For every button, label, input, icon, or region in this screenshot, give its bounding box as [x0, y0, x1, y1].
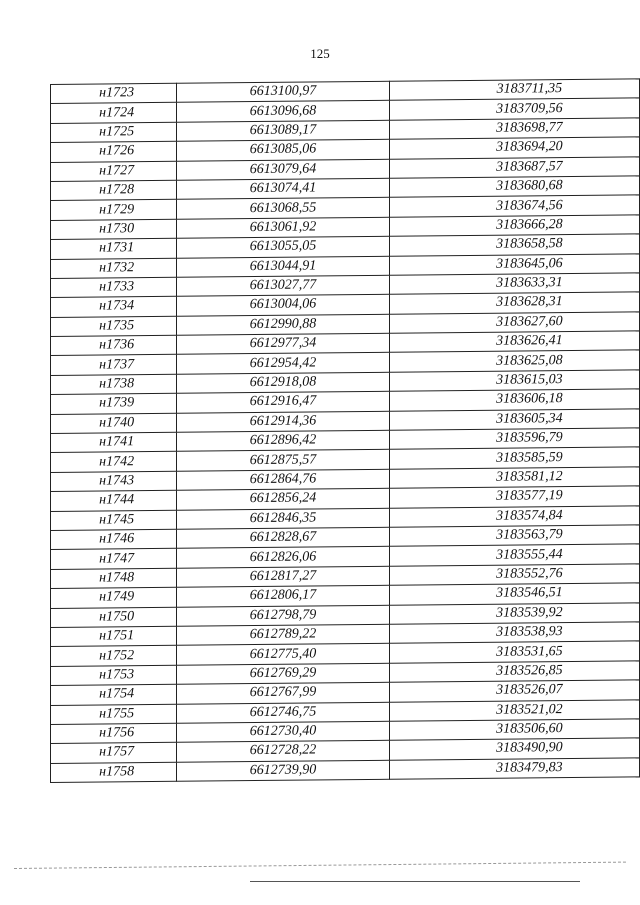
y-coordinate-cell: 3183555,44: [389, 544, 639, 566]
y-coordinate-cell: 3183479,83: [389, 758, 639, 780]
point-id-cell: н1751: [51, 626, 177, 647]
point-id-cell: н1727: [51, 161, 177, 182]
y-coordinate-cell: 3183615,03: [389, 370, 639, 392]
point-id-cell: н1725: [51, 122, 177, 143]
y-coordinate-cell: 3183574,84: [389, 505, 639, 527]
point-id-cell: н1757: [51, 743, 177, 764]
y-coordinate-cell: 3183538,93: [389, 622, 639, 644]
point-id-cell: н1723: [51, 83, 177, 104]
y-coordinate-cell: 3183585,59: [389, 447, 639, 469]
y-coordinate-cell: 3183694,20: [389, 137, 639, 159]
x-coordinate-cell: 6612739,90: [177, 760, 390, 781]
y-coordinate-cell: 3183606,18: [389, 389, 639, 411]
y-coordinate-cell: 3183633,31: [389, 273, 639, 295]
y-coordinate-cell: 3183563,79: [389, 525, 639, 547]
y-coordinate-cell: 3183698,77: [389, 118, 639, 140]
point-id-cell: н1740: [51, 413, 177, 434]
y-coordinate-cell: 3183552,76: [389, 564, 639, 586]
y-coordinate-cell: 3183711,35: [389, 79, 639, 101]
x-coordinate-cell: 6613068,55: [177, 198, 390, 219]
point-id-cell: н1747: [51, 549, 177, 570]
point-id-cell: н1731: [51, 238, 177, 259]
y-coordinate-cell: 3183581,12: [389, 467, 639, 489]
x-coordinate-cell: 6613061,92: [177, 217, 390, 238]
point-id-cell: н1754: [51, 684, 177, 705]
x-coordinate-cell: 6612916,47: [177, 391, 390, 412]
point-id-cell: н1752: [51, 646, 177, 667]
point-id-cell: н1726: [51, 141, 177, 162]
point-id-cell: н1738: [51, 374, 177, 395]
x-coordinate-cell: 6612746,75: [177, 702, 390, 723]
point-id-cell: н1733: [51, 277, 177, 298]
y-coordinate-cell: 3183605,34: [389, 408, 639, 430]
y-coordinate-cell: 3183658,58: [389, 234, 639, 256]
y-coordinate-cell: 3183526,07: [389, 680, 639, 702]
point-id-cell: н1739: [51, 394, 177, 415]
y-coordinate-cell: 3183626,41: [389, 331, 639, 353]
point-id-cell: н1741: [51, 432, 177, 453]
x-coordinate-cell: 6612918,08: [177, 372, 390, 393]
x-coordinate-cell: 6612817,27: [177, 566, 390, 587]
point-id-cell: н1732: [51, 258, 177, 279]
y-coordinate-cell: 3183625,08: [389, 350, 639, 372]
y-coordinate-cell: 3183531,65: [389, 641, 639, 663]
y-coordinate-cell: 3183506,60: [389, 719, 639, 741]
point-id-cell: н1728: [51, 180, 177, 201]
y-coordinate-cell: 3183687,57: [389, 156, 639, 178]
x-coordinate-cell: 6612875,57: [177, 450, 390, 471]
point-id-cell: н1724: [51, 103, 177, 124]
point-id-cell: н1744: [51, 490, 177, 511]
y-coordinate-cell: 3183596,79: [389, 428, 639, 450]
point-id-cell: н1734: [51, 297, 177, 318]
x-coordinate-cell: 6613085,06: [177, 139, 390, 160]
point-id-cell: н1742: [51, 452, 177, 473]
x-coordinate-cell: 6613079,64: [177, 159, 390, 180]
x-coordinate-cell: 6613100,97: [177, 81, 390, 102]
coordinates-table-body: [51, 79, 640, 783]
y-coordinate-cell: 3183645,06: [389, 253, 639, 275]
x-coordinate-cell: 6612828,67: [177, 527, 390, 548]
coordinates-table: [50, 78, 640, 783]
x-coordinate-cell: 6612856,24: [177, 488, 390, 509]
footer-rule: [250, 881, 580, 882]
point-id-cell: н1730: [51, 219, 177, 240]
point-id-cell: н1749: [51, 587, 177, 608]
point-id-cell: н1737: [51, 355, 177, 376]
y-coordinate-cell: 3183521,02: [389, 699, 639, 721]
x-coordinate-cell: 6612864,76: [177, 469, 390, 490]
x-coordinate-cell: 6613044,91: [177, 256, 390, 277]
y-coordinate-cell: 3183577,19: [389, 486, 639, 508]
coordinates-table-wrapper: [50, 78, 640, 783]
x-coordinate-cell: 6612789,22: [177, 624, 390, 645]
y-coordinate-cell: 3183627,60: [389, 312, 639, 334]
point-id-cell: н1735: [51, 316, 177, 337]
point-id-cell: н1758: [51, 762, 177, 783]
point-id-cell: н1736: [51, 335, 177, 356]
x-coordinate-cell: 6612914,36: [177, 411, 390, 432]
x-coordinate-cell: 6612806,17: [177, 585, 390, 606]
point-id-cell: н1745: [51, 510, 177, 531]
y-coordinate-cell: 3183666,28: [389, 215, 639, 237]
x-coordinate-cell: 6612775,40: [177, 644, 390, 665]
x-coordinate-cell: 6612990,88: [177, 314, 390, 335]
x-coordinate-cell: 6612846,35: [177, 508, 390, 529]
y-coordinate-cell: 3183526,85: [389, 661, 639, 683]
y-coordinate-cell: 3183546,51: [389, 583, 639, 605]
x-coordinate-cell: 6612730,40: [177, 721, 390, 742]
x-coordinate-cell: 6612977,34: [177, 333, 390, 354]
point-id-cell: н1748: [51, 568, 177, 589]
x-coordinate-cell: 6612767,99: [177, 682, 390, 703]
y-coordinate-cell: 3183628,31: [389, 292, 639, 314]
y-coordinate-cell: 3183539,92: [389, 602, 639, 624]
y-coordinate-cell: 3183674,56: [389, 195, 639, 217]
point-id-cell: н1755: [51, 704, 177, 725]
y-coordinate-cell: 3183709,56: [389, 98, 639, 120]
x-coordinate-cell: 6612728,22: [177, 741, 390, 762]
y-coordinate-cell: 3183680,68: [389, 176, 639, 198]
x-coordinate-cell: 6613027,77: [177, 275, 390, 296]
x-coordinate-cell: 6612798,79: [177, 605, 390, 626]
x-coordinate-cell: 6612954,42: [177, 353, 390, 374]
x-coordinate-cell: 6612769,29: [177, 663, 390, 684]
point-id-cell: н1753: [51, 665, 177, 686]
point-id-cell: н1729: [51, 200, 177, 221]
y-coordinate-cell: 3183490,90: [389, 738, 639, 760]
x-coordinate-cell: 6613089,17: [177, 120, 390, 141]
point-id-cell: н1750: [51, 607, 177, 628]
x-coordinate-cell: 6612896,42: [177, 430, 390, 451]
x-coordinate-cell: 6613096,68: [177, 101, 390, 122]
x-coordinate-cell: 6613055,05: [177, 236, 390, 257]
footer-divider: [14, 862, 626, 869]
page-number: 125: [310, 46, 330, 61]
point-id-cell: н1743: [51, 471, 177, 492]
point-id-cell: н1746: [51, 529, 177, 550]
x-coordinate-cell: 6613004,06: [177, 295, 390, 316]
x-coordinate-cell: 6612826,06: [177, 547, 390, 568]
point-id-cell: н1756: [51, 723, 177, 744]
x-coordinate-cell: 6613074,41: [177, 178, 390, 199]
